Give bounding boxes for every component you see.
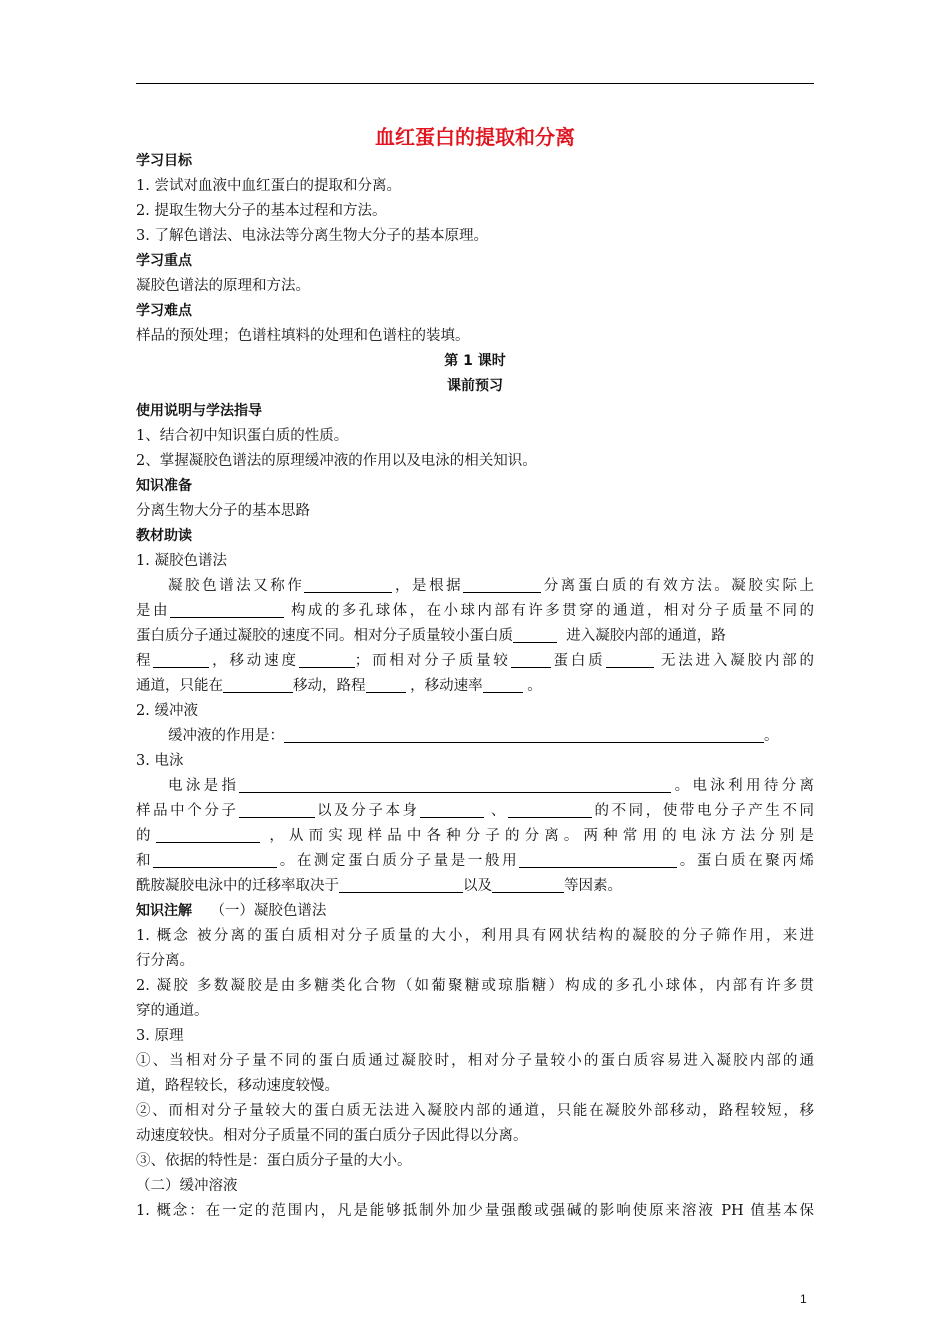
fill-line: 程 ，移动速度 ；而相对分子质量较 蛋白质 无法进入凝胶内部的 [136,649,814,674]
answer-blank[interactable] [284,725,764,743]
guide-heading: 使用说明与学法指导 [136,403,262,419]
notes-line: ③、依据的特性是：蛋白质分子量的大小。 [136,1153,412,1169]
page-number: 1 [800,1292,807,1306]
answer-blank[interactable] [492,875,564,893]
notes-line: 1. 概念：在一定的范围内，凡是能够抵制外加少量强酸或强碱的影响使原来溶液 PH 值基本保 [136,1203,814,1219]
notes-line: 穿的通道。 [136,1003,209,1019]
focus-text: 凝胶色谱法的原理和方法。 [136,278,310,294]
answer-blank[interactable] [339,875,463,893]
goal-item: 3. 了解色谱法、电泳法等分离生物大分子的基本原理。 [136,228,488,244]
answer-blank[interactable] [223,675,293,693]
answer-blank[interactable] [606,650,654,668]
notes-line: ①、当相对分子量不同的蛋白质通过凝胶时，相对分子量较小的蛋白质容易进入凝胶内部的通 [136,1053,814,1069]
answer-blank[interactable] [483,675,523,693]
fill-line: 酰胺凝胶电泳中的迁移率取决于 以及 等因素。 [136,874,814,899]
goals-heading: 学习目标 [136,153,192,169]
preview-label: 课前预习 [447,378,503,394]
fill-line: 是由 构成的多孔球体，在小球内部有许多贯穿的通道，相对分子质量不同的 [136,599,814,624]
difficulty-text: 样品的预处理；色谱柱填料的处理和色谱柱的装填。 [136,328,470,344]
answer-blank[interactable] [420,800,484,818]
notes-line: 2. 凝胶 多数凝胶是由多糖类化合物（如葡聚糖或琼脂糖）构成的多孔小球体，内部有许多贯 [136,978,814,994]
fill-line: 蛋白质分子通过凝胶的速度不同。相对分子质量较小蛋白质 进入凝胶内部的通道，路 [136,624,814,649]
goal-item: 1. 尝试对血液中血红蛋白的提取和分离。 [136,178,401,194]
fill-line: 通道，只能在 移动，路程 ，移动速率 。 [136,674,814,699]
focus-heading: 学习重点 [136,253,192,269]
answer-blank[interactable] [156,825,260,843]
section-title: 3. 电泳 [136,753,184,769]
answer-blank[interactable] [239,775,671,793]
answer-blank[interactable] [463,575,541,593]
notes-heading: 知识注解 [136,903,192,919]
goal-item: 2. 提取生物大分子的基本过程和方法。 [136,203,387,219]
notes-line: 行分离。 [136,953,194,969]
prep-text: 分离生物大分子的基本思路 [136,503,310,519]
reading-heading: 教材助读 [136,528,192,544]
notes-line: 1. 概念 被分离的蛋白质相对分子质量的大小，利用具有网状结构的凝胶的分子筛作用，来进 [136,928,814,944]
difficulty-heading: 学习难点 [136,303,192,319]
guide-item: 1、结合初中知识蛋白质的性质。 [136,428,349,444]
guide-item: 2、掌握凝胶色谱法的原理缓冲液的作用以及电泳的相关知识。 [136,453,537,469]
answer-blank[interactable] [153,650,209,668]
answer-blank[interactable] [508,800,592,818]
fill-line: 的 ，从而实现样品中各种分子的分离。两种常用的电泳方法分别是 [136,824,814,849]
lesson-label: 第 1 课时 [444,353,506,369]
answer-blank[interactable] [153,850,277,868]
document-title: 血红蛋白的提取和分离 [375,125,575,149]
answer-blank[interactable] [239,800,315,818]
notes-line: 动速度较快。相对分子质量不同的蛋白质分子因此得以分离。 [136,1128,528,1144]
notes-line: 3. 原理 [136,1028,184,1044]
fill-line: 凝胶色谱法又称作 ，是根据 分离蛋白质的有效方法。凝胶实际上 [136,574,814,599]
notes-subheading: （一）凝胶色谱法 [210,903,327,919]
answer-blank[interactable] [519,850,677,868]
fill-line: 电泳是指 。电泳利用待分离 [136,774,814,799]
answer-blank[interactable] [513,625,557,643]
answer-blank[interactable] [299,650,355,668]
section-title: 1. 凝胶色谱法 [136,553,227,569]
notes-subheading: （二）缓冲溶液 [136,1178,238,1194]
answer-blank[interactable] [511,650,551,668]
fill-line: 和 。在测定蛋白质分子量是一般用 。蛋白质在聚丙烯 [136,849,814,874]
fill-line: 样品中个分子 以及分子本身 、 的不同，使带电分子产生不同 [136,799,814,824]
answer-blank[interactable] [170,600,284,618]
notes-line: ②、而相对分子量较大的蛋白质无法进入凝胶内部的通道，只能在凝胶外部移动，路程较短，移 [136,1103,814,1119]
header-rule [136,83,814,84]
notes-heading-line [136,899,814,924]
fill-line: 缓冲液的作用是： 。 [136,724,814,749]
answer-blank[interactable] [304,575,392,593]
answer-blank[interactable] [366,675,406,693]
prep-heading: 知识准备 [136,478,192,494]
section-title: 2. 缓冲液 [136,703,198,719]
notes-line: 道，路程较长，移动速度较慢。 [136,1078,339,1094]
